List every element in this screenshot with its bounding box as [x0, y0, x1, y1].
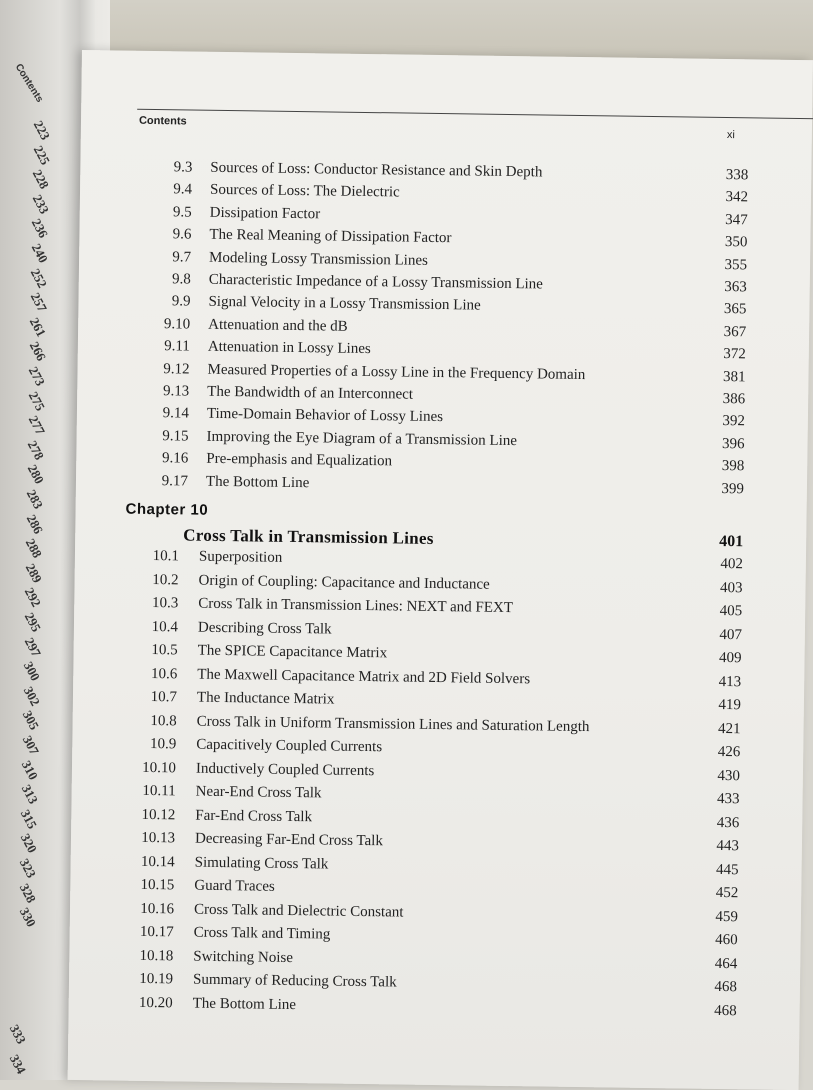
- left-page-number: 289: [22, 560, 46, 586]
- section-page-number: 347: [725, 211, 748, 229]
- section-page-number: 381: [722, 368, 746, 385]
- section-number: 10.20: [138, 994, 173, 1011]
- chapter-label: Chapter 10: [125, 500, 209, 519]
- section-title: Time-Domain Behavior of Lossy Lines: [206, 406, 444, 426]
- section-number: 9.11: [164, 338, 190, 355]
- section-number: 9.17: [161, 472, 189, 490]
- page-number: xi: [726, 129, 735, 142]
- header-rule: [137, 109, 813, 120]
- section-page-number: 419: [718, 696, 742, 714]
- left-page-number: 266: [26, 339, 50, 364]
- section-page-number: 443: [716, 837, 740, 855]
- section-page-number: 405: [719, 602, 743, 620]
- running-head: Contents: [138, 114, 187, 128]
- left-page-number: 295: [21, 610, 45, 635]
- section-title: Near-End Cross Talk: [195, 783, 322, 802]
- section-number: 9.12: [163, 360, 190, 378]
- section-page-number: 430: [717, 767, 741, 784]
- section-title: Measured Properties of a Lossy Line in the Frequency Domain: [207, 361, 586, 383]
- section-title: Sources of Loss: Conductor Resistance and Skin Depth: [210, 159, 543, 181]
- section-number: 10.12: [141, 806, 176, 823]
- section-title: Superposition: [198, 548, 283, 566]
- section-number: 10.10: [142, 759, 177, 776]
- section-number: 10.3: [151, 595, 179, 612]
- section-number: 10.5: [151, 642, 178, 659]
- left-page-number: 307: [19, 733, 43, 758]
- section-title: Summary of Reducing Cross Talk: [192, 971, 397, 991]
- left-page-number: 240: [28, 241, 52, 266]
- section-title: Cross Talk and Timing: [193, 924, 331, 943]
- section-number: 9.5: [172, 204, 192, 221]
- section-number: 9.14: [162, 405, 190, 422]
- section-number: 10.17: [139, 923, 174, 941]
- section-number: 9.15: [162, 427, 189, 445]
- section-number: 10.9: [149, 736, 177, 753]
- section-page-number: 421: [717, 720, 741, 737]
- section-page-number: 365: [723, 301, 747, 318]
- section-page-number: 399: [721, 480, 745, 497]
- section-title: Far-End Cross Talk: [195, 807, 313, 825]
- section-page-number: 402: [720, 555, 743, 573]
- left-page-number: 275: [25, 388, 49, 413]
- section-page-number: 396: [721, 435, 745, 453]
- section-number: 10.2: [152, 571, 179, 588]
- section-page-number: 367: [723, 323, 747, 341]
- section-title: Attenuation in Lossy Lines: [207, 338, 371, 358]
- section-number: 10.6: [150, 665, 178, 682]
- section-number: 10.8: [150, 712, 177, 729]
- section-title: The Bandwidth of an Interconnect: [207, 383, 414, 403]
- chapter-title: Cross Talk in Transmission Lines: [183, 525, 434, 548]
- left-page-number: 333: [6, 1022, 30, 1047]
- left-page-number: 273: [25, 364, 49, 389]
- section-number: 9.10: [163, 315, 191, 333]
- section-page-number: 386: [722, 390, 746, 408]
- left-page-number: 315: [17, 806, 41, 832]
- section-page-number: 407: [719, 626, 743, 643]
- section-page-number: 452: [715, 884, 739, 902]
- section-title: Sources of Loss: The Dielectric: [209, 182, 400, 201]
- section-number: 9.7: [172, 248, 192, 266]
- left-page-number: 334: [6, 1052, 30, 1077]
- section-title: Capacitively Coupled Currents: [196, 736, 383, 756]
- section-number: 10.4: [151, 618, 179, 635]
- left-page-number: 252: [27, 265, 51, 290]
- left-page-number: 323: [16, 856, 40, 881]
- left-page-number: 320: [17, 831, 41, 856]
- section-number: 9.13: [162, 383, 190, 400]
- left-page-number: 283: [23, 487, 47, 512]
- section-number: 9.9: [171, 293, 191, 310]
- section-page-number: 433: [716, 790, 740, 808]
- section-page-number: 398: [721, 458, 745, 475]
- section-number: 9.16: [161, 450, 189, 467]
- section-number: 10.18: [139, 947, 174, 964]
- left-page-number: 297: [21, 634, 45, 659]
- left-page-number: 286: [23, 511, 47, 536]
- section-number: 10.14: [140, 853, 175, 870]
- section-page-number: 413: [718, 673, 742, 690]
- left-page-number: 257: [27, 290, 51, 315]
- section-page-number: 392: [722, 413, 745, 430]
- section-title: Origin of Coupling: Capacitance and Inductance: [198, 572, 490, 593]
- section-page-number: 426: [717, 743, 741, 761]
- section-number: 10.19: [139, 970, 174, 988]
- section-number: 9.8: [171, 271, 191, 288]
- left-page-number: 328: [16, 880, 40, 905]
- section-title: Cross Talk in Uniform Transmission Lines and Saturation Length: [196, 713, 590, 735]
- section-title: Dissipation Factor: [209, 204, 321, 223]
- section-number: 9.3: [173, 159, 193, 176]
- left-page-number: 292: [21, 585, 45, 610]
- section-number: 10.15: [140, 876, 175, 894]
- section-title: Describing Cross Talk: [197, 619, 332, 638]
- right-page: [68, 50, 813, 1090]
- section-title: Decreasing Far-End Cross Talk: [194, 830, 384, 850]
- left-page-number: 300: [20, 659, 44, 684]
- section-page-number: 363: [724, 278, 747, 296]
- section-title: The Bottom Line: [192, 995, 297, 1013]
- section-number: 9.4: [173, 181, 193, 198]
- left-page-number: 277: [25, 413, 49, 438]
- section-title: Improving the Eye Diagram of a Transmission Line: [206, 428, 518, 449]
- section-title: Pre-emphasis and Equalization: [206, 450, 393, 470]
- left-page-number: 223: [30, 118, 54, 143]
- section-title: Characteristic Impedance of a Lossy Transmission Line: [208, 271, 543, 293]
- section-page-number: 460: [715, 931, 738, 949]
- chapter-page-number: 401: [719, 532, 744, 551]
- left-page-number: 233: [29, 191, 53, 217]
- section-title: Guard Traces: [194, 877, 275, 895]
- section-page-number: 342: [725, 189, 749, 206]
- section-title: Attenuation and the dB: [208, 316, 348, 335]
- left-page-number: 225: [30, 142, 54, 167]
- section-title: Inductively Coupled Currents: [195, 760, 375, 779]
- section-title: The SPICE Capacitance Matrix: [197, 642, 388, 662]
- section-page-number: 355: [724, 256, 748, 273]
- section-page-number: 436: [716, 814, 740, 831]
- section-page-number: 464: [714, 955, 738, 972]
- section-number: 10.16: [140, 900, 175, 917]
- left-page-number: 228: [29, 167, 53, 192]
- section-title: Cross Talk in Transmission Lines: NEXT and FEXT: [198, 595, 514, 617]
- section-number: 10.1: [152, 548, 180, 565]
- section-title: Cross Talk and Dielectric Constant: [193, 901, 404, 921]
- section-number: 10.7: [150, 689, 178, 706]
- left-page-number: 305: [19, 708, 43, 733]
- section-title: The Bottom Line: [205, 473, 310, 491]
- section-page-number: 409: [718, 649, 742, 667]
- section-page-number: 338: [725, 167, 749, 184]
- section-number: 10.13: [141, 829, 176, 847]
- section-title: Signal Velocity in a Lossy Transmission Line: [208, 294, 481, 314]
- section-title: The Maxwell Capacitance Matrix and 2D Field Solvers: [197, 666, 531, 687]
- section-page-number: 372: [723, 346, 746, 363]
- left-page-number: 330: [16, 905, 40, 930]
- section-page-number: 350: [724, 234, 748, 251]
- section-title: Modeling Lossy Transmission Lines: [209, 249, 428, 269]
- section-title: The Inductance Matrix: [196, 689, 335, 708]
- section-title: The Real Meaning of Dissipation Factor: [209, 226, 452, 247]
- section-page-number: 403: [719, 579, 743, 596]
- left-page-number: 288: [22, 536, 46, 561]
- left-page-number: 280: [24, 462, 48, 487]
- left-page-number: 310: [18, 757, 42, 782]
- left-page-running-head: Contents: [12, 62, 45, 105]
- left-page-number: 236: [28, 216, 52, 241]
- section-number: 10.11: [142, 782, 176, 800]
- section-number: 9.6: [172, 226, 192, 243]
- left-page-number: 278: [24, 437, 48, 463]
- section-page-number: 468: [714, 1002, 737, 1019]
- section-page-number: 445: [716, 861, 739, 878]
- left-page-number: 313: [18, 782, 42, 807]
- section-title: Switching Noise: [193, 948, 294, 966]
- section-title: Simulating Cross Talk: [194, 854, 329, 873]
- section-page-number: 459: [715, 908, 739, 925]
- left-page-number: 261: [26, 314, 50, 340]
- section-page-number: 468: [714, 978, 738, 996]
- left-page-number: 302: [20, 683, 44, 709]
